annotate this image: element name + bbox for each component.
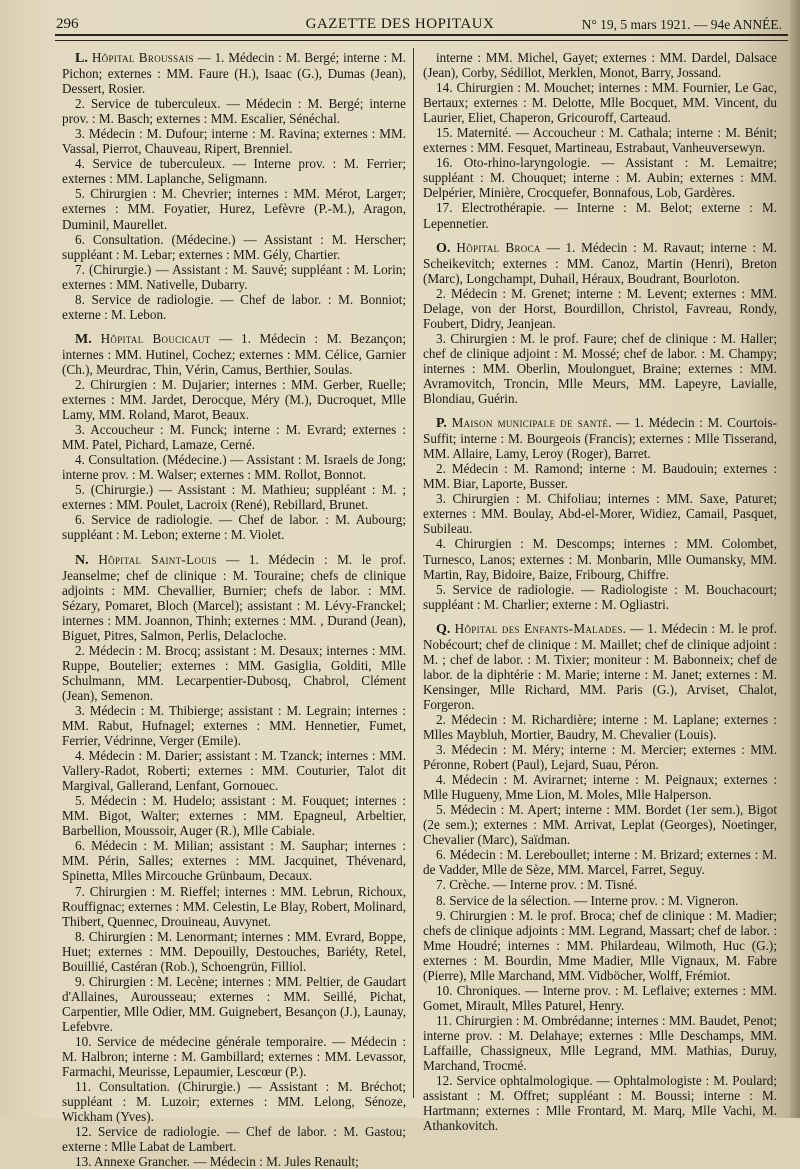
section-letter: M.: [75, 332, 101, 347]
service-text: 6. Service de radiologie. — Chef de labor. : M. Aubourg; suppléant : M. Lebon; externe : M. Violet.: [62, 512, 406, 542]
service-text: 3. Accoucheur : M. Funck; interne : M. Evrard; externes : MM. Patel, Pichard, Lamaze, Cerné.: [62, 422, 406, 452]
service-text: 4. Service de tuberculeux. — Interne prov. : M. Ferrier; externes : MM. Laplanche, Seligmann.: [62, 156, 406, 186]
right-column: [423, 50, 777, 1133]
service-text: 2. Médecin : M. Grenet; interne : M. Levent; externes : MM. Delage, von der Horst, Bourdillon, Christol, Favreau, Rondy, Foubert, Didry, Jeanjean.: [423, 286, 777, 331]
issue-info: N° 19, 5 mars 1921. — 94e ANNÉE.: [582, 17, 782, 33]
service-text: — 1. Médecin : M. le prof. Jeanselme; chef de clinique : M. Touraine; chefs de clinique adjoints : MM. Chevallier, Burnier; chefs de labor. : MM. Sézary, Pomaret, Bloch (Marcel); assistant : M. Lévy-Franckel; internes : MM. Joannon, Thinh; externes : MM. , Durand (Jean), Biguet, Pitres, Salmon, Perlis, Delacloche.: [62, 552, 406, 643]
service-paragraph: [62, 793, 406, 838]
service-paragraph: [423, 50, 777, 80]
section-heading-paragraph: [423, 415, 777, 461]
service-paragraph: [62, 96, 406, 126]
service-text: 2. Médecin : M. Ramond; interne : M. Baudouin; externes : MM. Biar, Laporte, Busser.: [423, 461, 777, 491]
service-text: 13. Annexe Grancher. — Médecin : M. Jules Renault;: [75, 1154, 359, 1169]
service-text: 5. Service de radiologie. — Radiologiste : M. Bouchacourt; suppléant : M. Charlier; externe : M. Ogliastri.: [423, 582, 777, 612]
service-paragraph: [62, 643, 406, 703]
page-edge: [790, 0, 800, 1118]
service-paragraph: [62, 1124, 406, 1154]
service-paragraph: [62, 232, 406, 262]
service-text: 2. Service de tuberculeux. — Médecin : M. Bergé; interne prov. : M. Basch; externes : MM. Escalier, Sénéchal.: [62, 96, 406, 126]
service-paragraph: [423, 802, 777, 847]
service-text: 3. Médecin : M. Méry; interne : M. Mercier; externes : MM. Péronne, Robert (Paul), Lejard, Suau, Péron.: [423, 742, 777, 772]
service-text: 5. Médecin : M. Hudelo; assistant : M. Fouquet; internes : MM. Bigot, Walter; externes : MM. Epagneul, Arbeltier, Barbellion, Moussoir, Auger (R.), Mlle Cabiale.: [62, 793, 406, 838]
service-text: — 1. Médecin : M. Ravaut; interne : M. Scheikevitch; externes : MM. Canoz, Martin (Henri), Breton (Marc), Longchampt, Duhail, Héraux, Boudrant, Bourloton.: [423, 240, 777, 286]
hospital-section: [423, 50, 777, 231]
service-paragraph: [423, 1073, 777, 1133]
service-paragraph: [62, 452, 406, 482]
service-text: — 1. Médecin : M. Bergé; interne : M. Pichon; externes : MM. Faure (H.), Isaac (G.), Dumas (Jean), Dessert, Rosier.: [62, 50, 406, 96]
service-text: 9. Chirurgien : M. Lecène; internes : MM. Peltier, de Gaudart d'Allaines, Aurousseau; externes : MM. Seillé, Pichat, Carpentier, Mlle Odier, MM. Guignebert, Besançon (J.), Launay, Lefebvre.: [62, 974, 406, 1034]
service-paragraph: [423, 877, 777, 892]
service-text: 14. Chirurgien : M. Mouchet; internes : MM. Fournier, Le Gac, Bertaux; externes : M. Delotte, Mlle Bocquet, MM. Vincent, du Laurier, Eliet, Chaperon, Gricouroff, Carteaud.: [423, 80, 777, 125]
service-paragraph: [423, 125, 777, 155]
service-text: 5. (Chirurgie.) — Assistant : M. Mathieu; suppléant : M. ; externes : MM. Poulet, Lacroix (René), Rebillard, Brunet.: [62, 482, 406, 512]
service-paragraph: [62, 1154, 406, 1169]
service-paragraph: [62, 377, 406, 422]
service-text: 16. Oto-rhino-laryngologie. — Assistant : M. Lemaitre; suppléant : M. Chouquet; interne : M. Aubin; externes : MM. Delpérier, Minière, Crocquefer, Bonnafous, Lob, Gardères.: [423, 155, 777, 200]
service-paragraph: [423, 286, 777, 331]
hospital-name: Maison municipale de santé: [452, 415, 609, 430]
section-letter: N.: [75, 553, 98, 568]
service-text: 2. Chirurgien : M. Dujarier; internes : MM. Gerber, Ruelle; externes : MM. Jardet, Derocque, Méry (M.), Ducroquet, Mlle Lamy, MM. Roland, Marot, Beaux.: [62, 377, 406, 422]
service-text: . — 1. Médecin : M. le prof. Nobécourt; chef de clinique : M. Maillet; chef de clinique adjoint : M. ; chef de labor. : M. Tixier; moniteur : M. Babonneix; chef de labor. de la diphtérie : M. Marie; interne : M. Janet; externes : M. Kensinger, Mlle Richard, MM. Paris (G.), Arviset, Chalot, Forgeron.: [423, 621, 777, 712]
header-rule-thin: [55, 40, 788, 41]
service-paragraph: [62, 748, 406, 793]
service-text: 8. Service de radiologie. — Chef de labor. : M. Bonniot; externe : M. Lebon.: [62, 292, 406, 322]
column-divider: [413, 48, 414, 1098]
section-letter: L.: [75, 51, 92, 66]
service-paragraph: [62, 512, 406, 542]
service-text: interne : MM. Michel, Gayet; externes : MM. Dardel, Dalsace (Jean), Corby, Sédillot, Merklen, Monot, Barry, Jossand.: [423, 50, 777, 80]
service-text: 3. Médecin : M. Dufour; interne : M. Ravina; externes : MM. Vassal, Pierrot, Chauveau, Ripert, Brenniel.: [62, 126, 406, 156]
service-paragraph: [62, 1034, 406, 1079]
service-paragraph: [62, 422, 406, 452]
service-paragraph: [423, 893, 777, 908]
service-text: 3. Médecin : M. Thibierge; assistant : M. Legrain; internes : MM. Rabut, Hufnagel; externes : MM. Hennetier, Fumet, Ferrier, Védrinne, Verger (Emile).: [62, 703, 406, 748]
service-text: 3. Chirurgien : M. le prof. Faure; chef de clinique : M. Haller; chef de clinique adjoint : M. Mossé; chef de labor. : M. Champy; internes : MM. Oberlin, Moulonguet, Braine; externes : MM. Avramovitch, Troncin, Mlle Meurs, MM. Lapeyre, Lavialle, Blondiau, Guérin.: [423, 331, 777, 406]
section-heading-paragraph: [423, 621, 777, 712]
service-paragraph: [423, 331, 777, 406]
service-text: — 1. Médecin : M. Bezançon; internes : MM. Hutinel, Cochez; externes : MM. Célice, Garnier (Ch.), Meurdrac, Thin, Vérin, Camus, Berthier, Soulas.: [62, 331, 406, 377]
hospital-section: [62, 50, 406, 322]
hospital-name: Hôpital Boucicaut: [101, 331, 211, 346]
section-heading-paragraph: [62, 552, 406, 643]
hospital-name: Hôpital Broussais: [92, 50, 194, 65]
hospital-section: [423, 621, 777, 1134]
service-paragraph: [423, 742, 777, 772]
service-text: 10. Service de médecine générale temporaire. — Médecin : M. Halbron; interne : M. Gambillard; externes : MM. Levassor, Farmachi, Meurisse, Lepaumier, Lescœur (P.).: [62, 1034, 406, 1079]
service-paragraph: [62, 929, 406, 974]
service-paragraph: [423, 155, 777, 200]
page-number: 296: [56, 16, 79, 33]
service-text: 8. Service de la sélection. — Interne prov. : M. Vigneron.: [436, 893, 738, 908]
hospital-section: [62, 552, 406, 1169]
service-text: 7. Chirurgien : M. Rieffel; internes : MM. Lebrun, Richoux, Rouffignac; externes : MM. Celestin, Le Blay, Robert, Molinard, Thibert, Quennec, Drouineau, Auvynet.: [62, 884, 406, 929]
service-paragraph: [62, 262, 406, 292]
service-text: 7. Crèche. — Interne prov. : M. Tisné.: [436, 877, 637, 892]
service-text: 4. Consultation. (Médecine.) — Assistant : M. Israels de Jong; interne prov. : M. Walser; externes : MM. Rollot, Bonnot.: [62, 452, 406, 482]
service-text: 2. Médecin : M. Richardière; interne : M. Laplane; externes : Mlles Maybluh, Mortier, Baudry, M. Chevalier (Louis).: [423, 712, 777, 742]
service-paragraph: [423, 983, 777, 1013]
hospital-section: [62, 331, 406, 543]
service-text: 10. Chroniques. — Interne prov. : M. Leflaive; externes : MM. Gomet, Mirault, Mlles Paturel, Henry.: [423, 983, 777, 1013]
service-paragraph: [423, 200, 777, 230]
service-text: 3. Chirurgien : M. Chifoliau; internes : MM. Saxe, Patuгet; externes : MM. Boulay, Abd-el-Morer, Widiez, Camail, Pasquet, Subileau.: [423, 491, 777, 536]
service-text: 6. Médecin : M. Lereboullet; interne : M. Brizard; externes : M. de Vadder, Mlle de Sèze, MM. Marcel, Farret, Seguy.: [423, 847, 777, 877]
service-paragraph: [423, 491, 777, 536]
service-text: 5. Médecin : M. Apert; interne : MM. Bordet (1er sem.), Bigot (2e sem.); externes : MM. Arrivat, Leplat (Georges), Noetinger, Chevalier (Marc), Saïdman.: [423, 802, 777, 847]
service-paragraph: [423, 847, 777, 877]
service-text: 11. Consultation. (Chirurgie.) — Assistant : M. Bréchot; suppléant : M. Luzoir; externes : MM. Lelong, Sénoze, Wickham (Yves).: [62, 1079, 406, 1124]
service-text: 12. Service de radiologie. — Chef de labor. : M. Gastou; externe : Mlle Labat de Lambert.: [62, 1124, 406, 1154]
service-text: 4. Médecin : M. Avirагnet; interne : M. Peignaux; externes : Mlle Hugueny, Mme Lion, M. Moles, Mlle Halperson.: [423, 772, 777, 802]
service-paragraph: [62, 292, 406, 322]
service-text: 15. Maternité. — Accoucheur : M. Cathala; interne : M. Bénit; externes : MM. Fesquet, Martineau, Estrabaut, Vanheuversewyn.: [423, 125, 777, 155]
service-text: 6. Consultation. (Médecine.) — Assistant : M. Herscher; suppléant : M. Lebar; externes : MM. Gély, Chartier.: [62, 232, 406, 262]
section-letter: O.: [436, 241, 456, 256]
journal-title: GAZETTE DES HOPITAUX: [0, 16, 800, 33]
header-rule: [55, 34, 788, 36]
service-paragraph: [62, 156, 406, 186]
service-text: 4. Médecin : M. Darier; assistant : M. Tzanck; internes : MM. Vallery-Radot, Roberti; externes : MM. Couturier, Talot dit Margival, Gallerand, Lenfant, Gornouec.: [62, 748, 406, 793]
hospital-section: [423, 240, 777, 407]
service-paragraph: [423, 461, 777, 491]
service-paragraph: [423, 582, 777, 612]
service-paragraph: [62, 838, 406, 883]
section-heading-paragraph: [423, 240, 777, 286]
service-paragraph: [62, 703, 406, 748]
service-paragraph: [423, 908, 777, 983]
service-paragraph: [423, 712, 777, 742]
service-paragraph: [423, 1013, 777, 1073]
service-paragraph: [423, 772, 777, 802]
service-paragraph: [62, 1079, 406, 1124]
hospital-name: Hôpital Saint-Louis: [98, 552, 216, 567]
service-paragraph: [62, 974, 406, 1034]
service-text: 4. Chirurgien : M. Descomps; internes : MM. Colombet, Turnesco, Lanos; externes : M. Monbarin, Mlle Oumansky, MM. Martin, Ray, Bidoire, Baize, Fribourg, Chiffre.: [423, 536, 777, 581]
service-text: 7. (Chirurgie.) — Assistant : M. Sauvé; suppléant : M. Lorin; externes : MM. Nativelle, Dubarry.: [62, 262, 406, 292]
service-text: 2. Médecin : M. Brocq; assistant : M. Desaux; internes : MM. Ruppe, Boutelier; externes : MM. Gasiglia, Golditi, Mlle Schulmann, MM. Lecarpentier-Dubosq, Chabrol, Clément (Jean), Semenon.: [62, 643, 406, 703]
service-text: 11. Chirurgien : M. Ombrédanne; internes : MM. Baudet, Penot; interne prov. : M. Delahaye; externes : Mlle Deschamps, MM. Laffaille, Chassigneux, Mlle Legrand, MM. Mathias, Duruy, Marchand, Trocmé.: [423, 1013, 777, 1073]
service-text: 8. Chirurgien : M. Lenormant; internes : MM. Evrard, Boppe, Huet; externes : MM. Depouilly, Destouches, Bariéty, Retel, Bouillié, Castéran (Rob.), Schoengrün, Filliol.: [62, 929, 406, 974]
section-letter: P.: [436, 416, 452, 431]
section-heading-paragraph: [62, 50, 406, 96]
service-paragraph: [62, 884, 406, 929]
service-paragraph: [423, 80, 777, 125]
service-text: . — 1. Médecin : M. Courtois-Suffit; interne : M. Bourgeois (Francis); externes : Mlle Tisserand, MM. Allaire, Lamy, Leroy (Roger), Barret.: [423, 415, 777, 461]
service-paragraph: [423, 536, 777, 581]
hospital-name: Hôpital Broca: [456, 240, 540, 255]
section-letter: Q.: [436, 622, 455, 637]
service-paragraph: [62, 186, 406, 231]
service-paragraph: [62, 126, 406, 156]
service-text: 5. Chirurgien : M. Chevrier; internes : MM. Mérot, Largeт; externes : MM. Foyatier, Hurez, Lefèvre (P.-M.), Aragon, Duminil, Maurellet.: [62, 186, 406, 231]
service-text: 6. Médecin : M. Milian; assistant : M. Sauphar; internes : MM. Périn, Salles; externes : MM. Jacquinet, Thévenard, Spinetta, Mlles Mircouche Grünbaum, Decaux.: [62, 838, 406, 883]
section-heading-paragraph: [62, 331, 406, 377]
service-text: 9. Chirurgien : M. le prof. Broca; chef de clinique : M. Madier; chefs de clinique adjoints : MM. Legrand, Massart; chef de labor. : Mme Houdré; internes : MM. Philardeau, Wilmoth, Huc (G.); externes : M. Bourdin, Mme Madier, Mlle Vignaux, M. Fabre (Pierre), Mlle Marchand, MM. Vidböcher, Wolff, Frémiot.: [423, 908, 777, 983]
hospital-name: Hôpital des Enfants-Malades: [455, 621, 623, 636]
hospital-section: [423, 415, 777, 612]
left-column: [62, 50, 406, 1169]
service-text: 12. Service ophtalmologique. — Ophtalmologiste : M. Poulard; assistant : M. Offret; suppléant : M. Boussi; interne : M. Hartmann; externes : Mlle Frontard, M. Marq, Mlle Vachi, M. Athankovitch.: [423, 1073, 777, 1133]
service-paragraph: [62, 482, 406, 512]
service-text: 17. Electrothérapie. — Interne : M. Belot; externe : M. Lepennetier.: [423, 200, 777, 230]
